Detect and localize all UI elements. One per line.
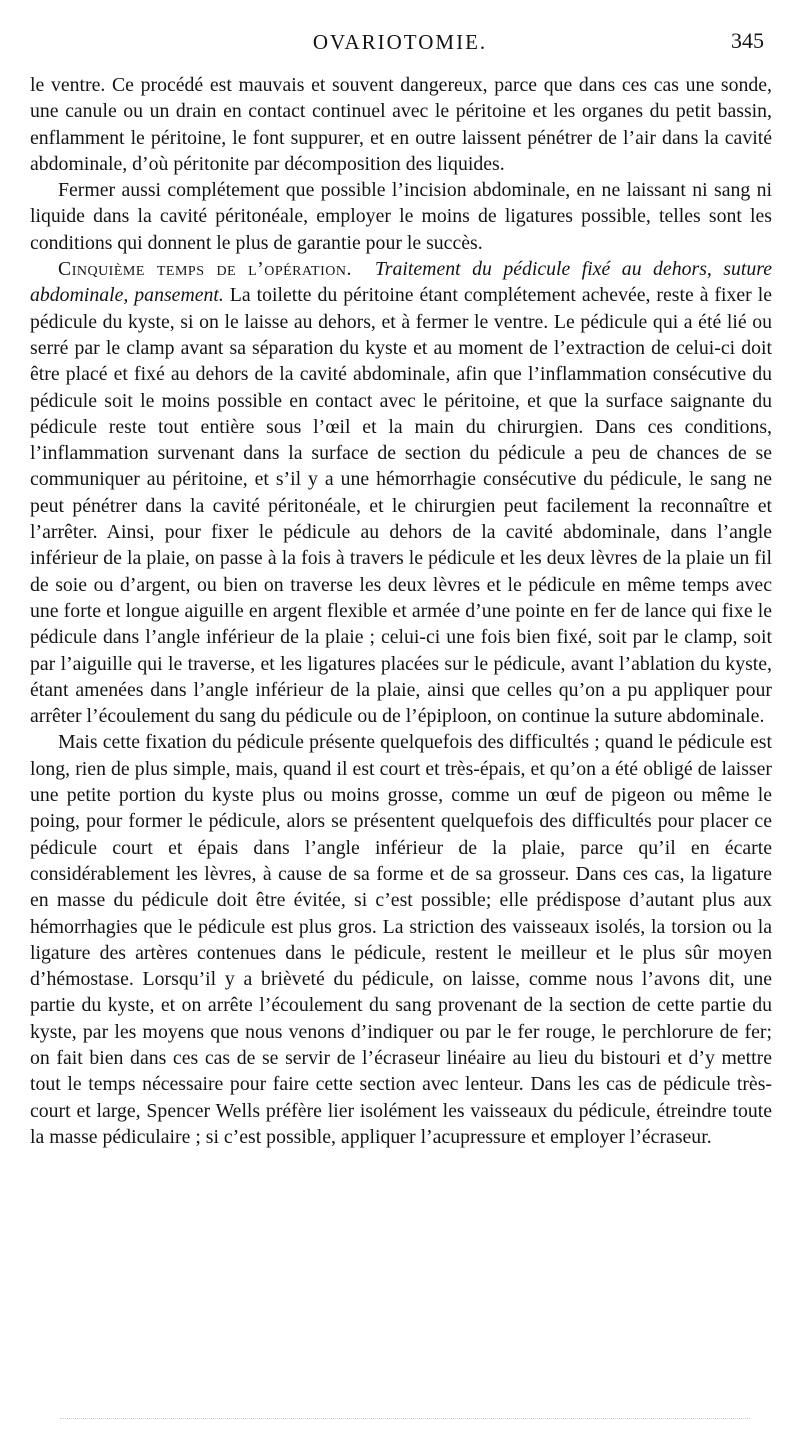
paragraph-2: Fermer aussi complétement que possible l’incision abdominale, en ne laissant ni sang ni liquide dans la cavité péritonéale, employer le moins de ligatures possible, telles sont les conditions qui donnent le plus de garantie pour le succès.: [30, 179, 772, 254]
running-title: OVARIOTOMIE.: [312, 30, 488, 54]
paragraph-4: Mais cette fixation du pédicule présente quelquefois des difficultés ; quand le pédicule est long, rien de plus simple, mais, quand il est court et très-épais, et qu’on a été obligé de laisser une petite portion du kyste plus ou moins grosse, comme un œuf de pigeon ou même le poing, pour former le pédicule, alors se présentent quelquefois des difficultés pour placer ce pédicule court et épais dans l’angle inférieur de la plaie, parce qu’il en écarte considérablement les lèvres, à cause de sa forme et de sa grosseur. Dans ces cas, la ligature en masse du pédicule doit être évitée, si c’est possible; elle prédispose d’autant plus aux hémorrhagies que le pédicule est plus gros. La striction des vaisseaux isolés, la torsion ou la ligature des artères contenues dans le pédicule, restent le meilleur et le plus sûr moyen d’hémostase. Lorsqu’il y a brièveté du pédicule, on laisse, comme nous l’avons dit, une partie du kyste, et on arrête l’écoulement du sang provenant de la section de cette partie du kyste, par les moyens que nous venons d’indiquer ou par le fer rouge, le perchlorure de fer; on fait bien dans ces cas de se servir de l’écraseur linéaire au lieu du bistouri et d’y mettre tout le temps nécessaire pour faire cette section avec lenteur. Dans les cas de pédicule très-court et large, Spencer Wells préfère lier isolément les vaisseaux du pédicule, étreindre toute la masse pédiculaire ; si c’est possible, appliquer l’acupressure et employer l’écraseur.: [30, 731, 772, 1148]
running-head: [0, 22, 800, 62]
paragraph-1: le ventre. Ce procédé est mauvais et souvent dangereux, parce que dans ces cas une sonde, une canule ou un drain en contact continuel avec le péritoine et les organes du petit bassin, enflamment le péritoine, le font suppurer, et en outre laissent pénétrer de l’air dans la cavité abdominale, d’où péritonite par décomposition des liquides.: [30, 74, 772, 175]
section-subtitle: Traitement du pédicule fixé au dehors, suture abdominale, pansement.: [30, 258, 773, 307]
paragraph-3-body: La toilette du péritoine étant complétement achevée, reste à fixer le pédicule du kyste, si on le laisse au dehors, et à fermer le ventre. Le pédicule qui a été lié ou serré par le clamp avant sa séparation du kyste et au moment de l’extraction de celui-ci doit être placé et fixé au dehors de la cavité abdominale, afin que l’inflammation consécutive du pédicule soit le moins possible en contact avec le péritoine, et que la surface saignante du pédicule reste tout entière sous l’œil et la main du chirurgien. Dans ces conditions, l’inflammation survenant dans la surface de section du pédicule a peu de chances de se communiquer au péritoine, et s’il y a une hémorrhagie consécutive du pédicule, le sang ne peut pénétrer dans la cavité péritonéale, et le chirurgien peut facilement la reconnaître et l’arrêter. Ainsi, pour fixer le pédicule au dehors de la cavité abdominale, dans l’angle inférieur de la plaie, on passe à la fois à travers le pédicule et les deux lèvres de la plaie un fil de soie ou d’argent, ou bien on traverse les deux lèvres et le pédicule en même temps avec une forte et longue aiguille en argent flexible et armée d’une pointe en fer de lance qui fixe le pédicule dans l’angle inférieur de la plaie ; celui-ci une fois bien fixé, soit par le clamp, soit par l’aiguille qui le traverse, et les ligatures placées sur le pédicule, avant l’ablation du kyste, étant amenées dans l’angle inférieur de la plaie, ainsi que celles qu’on a pu appliquer pour arrêter l’écoulement du sang du pédicule ou de l’épiploon, on continue la suture abdominale.: [30, 284, 772, 728]
body-text: [30, 72, 772, 1150]
paragraph-3: [30, 256, 772, 729]
page-number: 345: [731, 28, 764, 53]
section-heading: Cinquième temps de l’opération.: [58, 258, 352, 281]
footer-rule: [60, 1418, 750, 1419]
